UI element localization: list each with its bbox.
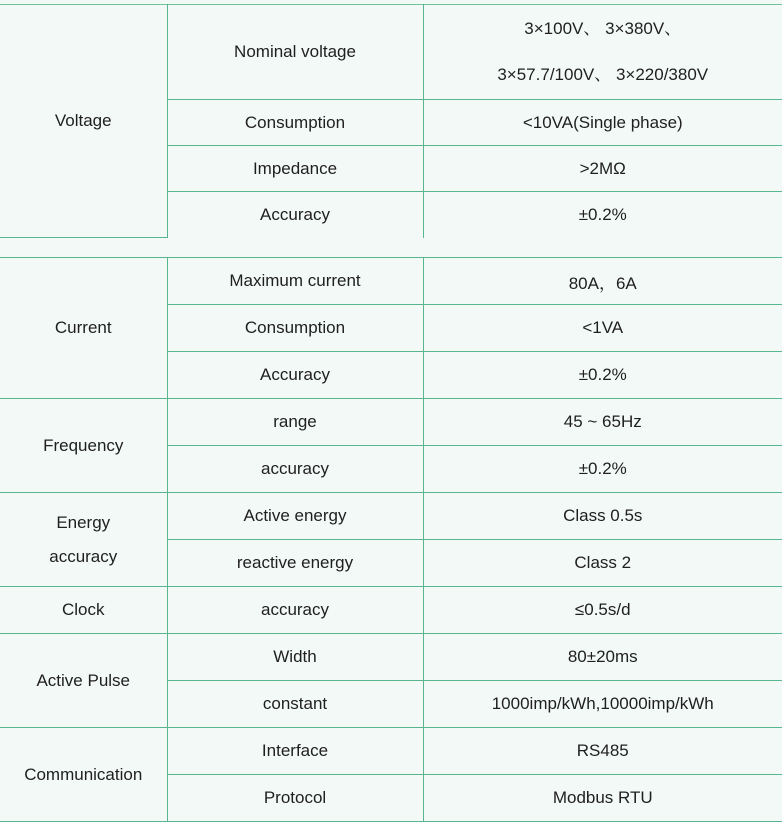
- group-voltage: Voltage: [0, 5, 167, 238]
- param-value: ±0.2%: [423, 446, 782, 493]
- param-label: accuracy: [167, 446, 423, 493]
- table-row: [0, 258, 782, 305]
- param-label: Maximum current: [167, 258, 423, 305]
- param-value: <1VA: [423, 305, 782, 352]
- param-value: ±0.2%: [423, 192, 782, 238]
- param-value: Class 0.5s: [423, 493, 782, 540]
- param-label: accuracy: [167, 587, 423, 634]
- param-label: Width: [167, 634, 423, 681]
- table-row: [0, 493, 782, 540]
- group-clock: Clock: [0, 587, 167, 634]
- group-current: Current: [0, 258, 167, 399]
- group-active-pulse: Active Pulse: [0, 634, 167, 728]
- param-label: Accuracy: [167, 192, 423, 238]
- group-energy-line-2: accuracy: [49, 546, 118, 566]
- param-label: Nominal voltage: [167, 5, 423, 100]
- param-label: constant: [167, 681, 423, 728]
- param-label: Active energy: [167, 493, 423, 540]
- param-value: RS485: [423, 728, 782, 775]
- param-value: [423, 5, 782, 100]
- param-label: Interface: [167, 728, 423, 775]
- param-value: 1000imp/kWh,10000imp/kWh: [423, 681, 782, 728]
- group-energy-accuracy: [0, 493, 167, 587]
- param-label: Impedance: [167, 146, 423, 192]
- group-communication: Communication: [0, 728, 167, 822]
- voltage-spec-table: [0, 4, 782, 238]
- param-value: 45 ~ 65Hz: [423, 399, 782, 446]
- param-label: reactive energy: [167, 540, 423, 587]
- param-label: Protocol: [167, 775, 423, 822]
- table-row: [0, 399, 782, 446]
- param-value: Modbus RTU: [423, 775, 782, 822]
- param-value: <10VA(Single phase): [423, 100, 782, 146]
- spec-table: [0, 257, 782, 822]
- param-label: Consumption: [167, 100, 423, 146]
- param-label: range: [167, 399, 423, 446]
- group-energy-line-1: Energy: [56, 512, 111, 532]
- nominal-voltage-line-2: 3×57.7/100V、 3×220/380V: [497, 65, 709, 84]
- param-value: 80A，6A: [423, 258, 782, 305]
- param-value: ≤0.5s/d: [423, 587, 782, 634]
- table-row: [0, 5, 782, 100]
- param-value: ±0.2%: [423, 352, 782, 399]
- table-row: [0, 634, 782, 681]
- param-value: >2MΩ: [423, 146, 782, 192]
- nominal-voltage-line-1: 3×100V、 3×380V、: [524, 19, 682, 38]
- param-value: Class 2: [423, 540, 782, 587]
- table-row: [0, 587, 782, 634]
- param-label: Accuracy: [167, 352, 423, 399]
- param-value: 80±20ms: [423, 634, 782, 681]
- param-label: Consumption: [167, 305, 423, 352]
- table-row: [0, 728, 782, 775]
- group-frequency: Frequency: [0, 399, 167, 493]
